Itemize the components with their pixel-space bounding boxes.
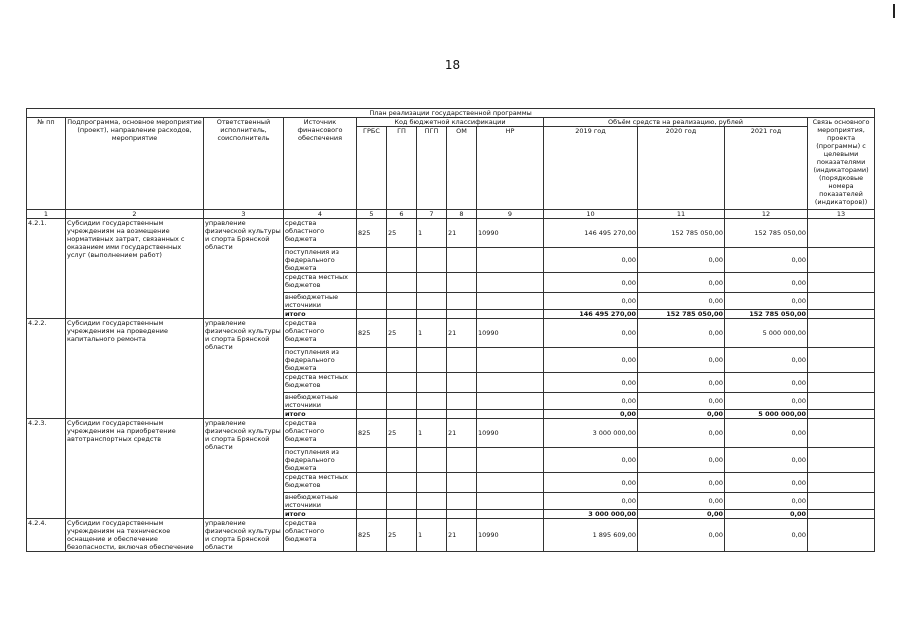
code-cell [387,310,417,319]
code-cell: 25 [387,519,417,552]
amount-cell: 3 000 000,00 [544,419,638,448]
source-label: средства областного бюджета [284,319,357,348]
amount-cell: 0,00 [544,393,638,410]
code-cell [417,373,447,393]
table-row [27,319,875,348]
item-name: Субсидии государственным учреждениям на проведение капитального ремонта [66,319,204,419]
source-label: поступления из федерального бюджета [284,448,357,473]
code-cell: 1 [417,319,447,348]
code-cell [477,448,544,473]
amount-cell: 0,00 [725,519,808,552]
link-cell [808,519,875,552]
header-nr: НР [477,127,544,210]
amount-cell: 0,00 [725,510,808,519]
item-number: 4.2.1. [27,219,66,319]
code-cell: 825 [357,419,387,448]
table-row [27,419,875,448]
code-cell [417,510,447,519]
code-cell: 21 [447,419,477,448]
code-cell: 1 [417,219,447,248]
header-pgp: ПГП [417,127,447,210]
column-number: 12 [725,210,808,219]
item-name: Субсидии государственным учреждениям на техническое оснащение и обеспечение безопасности, включая обеспечение [66,519,204,552]
item-number: 4.2.2. [27,319,66,419]
column-number: 2 [66,210,204,219]
amount-cell: 0,00 [638,273,725,293]
code-cell [447,410,477,419]
code-cell [417,473,447,493]
code-cell [357,448,387,473]
code-cell [447,293,477,310]
code-cell [447,493,477,510]
header-grbs: ГРБС [357,127,387,210]
code-cell [477,493,544,510]
code-cell [417,310,447,319]
code-cell [357,373,387,393]
link-cell [808,219,875,248]
code-cell: 21 [447,519,477,552]
header-responsible: Ответственный исполнитель, соисполнитель [204,118,284,210]
amount-cell: 0,00 [544,293,638,310]
amount-cell: 0,00 [725,393,808,410]
amount-cell: 0,00 [638,373,725,393]
code-cell [417,393,447,410]
amount-cell: 0,00 [638,493,725,510]
source-label: средства местных бюджетов [284,273,357,293]
code-cell: 21 [447,319,477,348]
amount-cell: 0,00 [544,348,638,373]
item-responsible: управление физической культуры и спорта Брянской области [204,219,284,319]
code-cell [447,473,477,493]
link-cell [808,448,875,473]
amount-cell: 152 785 050,00 [638,219,725,248]
code-cell [447,510,477,519]
source-label: итого [284,510,357,519]
code-cell [357,248,387,273]
code-cell [477,373,544,393]
code-cell [357,393,387,410]
source-label: внебюджетные источники [284,293,357,310]
code-cell [357,273,387,293]
header-subprogram: Подпрограмма, основное мероприятие (проект), направление расходов, мероприятие [66,118,204,210]
column-number: 3 [204,210,284,219]
amount-cell: 146 495 270,00 [544,219,638,248]
amount-cell: 0,00 [638,519,725,552]
code-cell [387,373,417,393]
amount-cell: 0,00 [725,493,808,510]
source-label: поступления из федерального бюджета [284,248,357,273]
code-cell [477,293,544,310]
code-cell: 825 [357,219,387,248]
code-cell [447,248,477,273]
amount-cell: 0,00 [725,348,808,373]
amount-cell: 0,00 [638,348,725,373]
column-number: 13 [808,210,875,219]
code-cell: 1 [417,519,447,552]
amount-cell: 0,00 [544,373,638,393]
amount-cell: 0,00 [725,373,808,393]
amount-cell: 0,00 [725,448,808,473]
code-cell [417,348,447,373]
amount-cell: 0,00 [638,510,725,519]
amount-cell: 1 895 609,00 [544,519,638,552]
item-name: Субсидии государственным учреждениям на возмещение нормативных затрат, связанных с оказанием ими государственных услуг (выполнением работ) [66,219,204,319]
amount-cell: 0,00 [638,248,725,273]
item-responsible: управление физической культуры и спорта Брянской области [204,519,284,552]
code-cell [387,448,417,473]
link-cell [808,510,875,519]
amount-cell: 5 000 000,00 [725,410,808,419]
header-2019: 2019 год [544,127,638,210]
link-cell [808,373,875,393]
link-cell [808,473,875,493]
amount-cell: 0,00 [638,393,725,410]
column-number: 6 [387,210,417,219]
column-number: 9 [477,210,544,219]
code-cell [417,293,447,310]
item-name: Субсидии государственным учреждениям на приобретение автотранспортных средств [66,419,204,519]
amount-cell: 0,00 [544,493,638,510]
amount-cell: 0,00 [544,319,638,348]
link-cell [808,410,875,419]
code-cell [447,373,477,393]
code-cell [387,393,417,410]
item-responsible: управление физической культуры и спорта Брянской области [204,419,284,519]
code-cell: 10990 [477,219,544,248]
code-cell [417,493,447,510]
header-volume-group: Объём средств на реализацию, рублей [544,118,808,127]
code-cell [417,248,447,273]
column-number: 4 [284,210,357,219]
code-cell [447,393,477,410]
amount-cell: 152 785 050,00 [725,310,808,319]
code-cell [357,293,387,310]
column-number: 5 [357,210,387,219]
link-cell [808,419,875,448]
code-cell: 1 [417,419,447,448]
header-2020: 2020 год [638,127,725,210]
code-cell [447,348,477,373]
amount-cell: 0,00 [544,273,638,293]
code-cell [417,273,447,293]
source-label: внебюджетные источники [284,393,357,410]
link-cell [808,310,875,319]
code-cell [357,310,387,319]
code-cell [387,293,417,310]
code-cell [477,510,544,519]
amount-cell: 146 495 270,00 [544,310,638,319]
table-row [27,219,875,248]
column-numbers-row [27,210,875,219]
source-label: итого [284,410,357,419]
code-cell [387,248,417,273]
code-cell [447,310,477,319]
code-cell [477,310,544,319]
code-cell [387,273,417,293]
code-cell [477,248,544,273]
item-number: 4.2.3. [27,419,66,519]
amount-cell: 0,00 [638,293,725,310]
header-source: Источник финансового обеспечения [284,118,357,210]
source-label: итого [284,310,357,319]
amount-cell: 0,00 [725,273,808,293]
code-cell: 25 [387,419,417,448]
source-label: средства областного бюджета [284,219,357,248]
amount-cell: 0,00 [544,410,638,419]
code-cell: 825 [357,519,387,552]
link-cell [808,248,875,273]
amount-cell: 0,00 [725,419,808,448]
table-body [27,219,875,552]
code-cell [477,410,544,419]
code-cell [477,393,544,410]
amount-cell: 0,00 [544,473,638,493]
amount-cell: 0,00 [544,448,638,473]
header-link: Связь основного мероприятия, проекта (программы) с целевыми показателями (индикаторами) (порядковые номера показателей (индикаторов)) [808,118,875,210]
code-cell [447,273,477,293]
source-label: средства местных бюджетов [284,473,357,493]
code-cell: 10990 [477,319,544,348]
code-cell [447,448,477,473]
plan-table-container [26,108,874,552]
link-cell [808,393,875,410]
amount-cell: 0,00 [544,248,638,273]
link-cell [808,293,875,310]
column-number: 11 [638,210,725,219]
amount-cell: 152 785 050,00 [638,310,725,319]
code-cell [417,448,447,473]
source-label: внебюджетные источники [284,493,357,510]
amount-cell: 0,00 [725,248,808,273]
page-number: 18 [444,58,461,72]
header-num: № пп [27,118,66,210]
code-cell [387,348,417,373]
column-number: 7 [417,210,447,219]
code-cell: 825 [357,319,387,348]
column-number: 8 [447,210,477,219]
code-cell [387,493,417,510]
amount-cell: 3 000 000,00 [544,510,638,519]
scan-mark [893,4,895,18]
code-cell: 25 [387,219,417,248]
code-cell: 10990 [477,419,544,448]
header-2021: 2021 год [725,127,808,210]
amount-cell: 152 785 050,00 [725,219,808,248]
amount-cell: 0,00 [638,473,725,493]
header-gp: ГП [387,127,417,210]
column-number: 10 [544,210,638,219]
code-cell: 25 [387,319,417,348]
code-cell [387,410,417,419]
source-label: средства областного бюджета [284,419,357,448]
link-cell [808,348,875,373]
header-om: ОМ [447,127,477,210]
amount-cell: 0,00 [638,448,725,473]
code-cell [387,473,417,493]
amount-cell: 0,00 [638,419,725,448]
code-cell [477,348,544,373]
header-code-group: Код бюджетной классификации [357,118,544,127]
amount-cell: 0,00 [638,319,725,348]
amount-cell: 0,00 [725,473,808,493]
source-label: средства местных бюджетов [284,373,357,393]
item-number: 4.2.4. [27,519,66,552]
code-cell [417,410,447,419]
code-cell [357,348,387,373]
table-caption: План реализации государственной программы [27,109,875,118]
column-number: 1 [27,210,66,219]
code-cell [357,493,387,510]
code-cell: 10990 [477,519,544,552]
code-cell [477,273,544,293]
amount-cell: 5 000 000,00 [725,319,808,348]
plan-table [26,108,875,552]
link-cell [808,493,875,510]
source-label: средства областного бюджета [284,519,357,552]
table-row [27,519,875,552]
code-cell [357,473,387,493]
link-cell [808,273,875,293]
item-responsible: управление физической культуры и спорта Брянской области [204,319,284,419]
code-cell [477,473,544,493]
code-cell [387,510,417,519]
code-cell [357,510,387,519]
code-cell: 21 [447,219,477,248]
code-cell [357,410,387,419]
source-label: поступления из федерального бюджета [284,348,357,373]
amount-cell: 0,00 [725,293,808,310]
link-cell [808,319,875,348]
amount-cell: 0,00 [638,410,725,419]
